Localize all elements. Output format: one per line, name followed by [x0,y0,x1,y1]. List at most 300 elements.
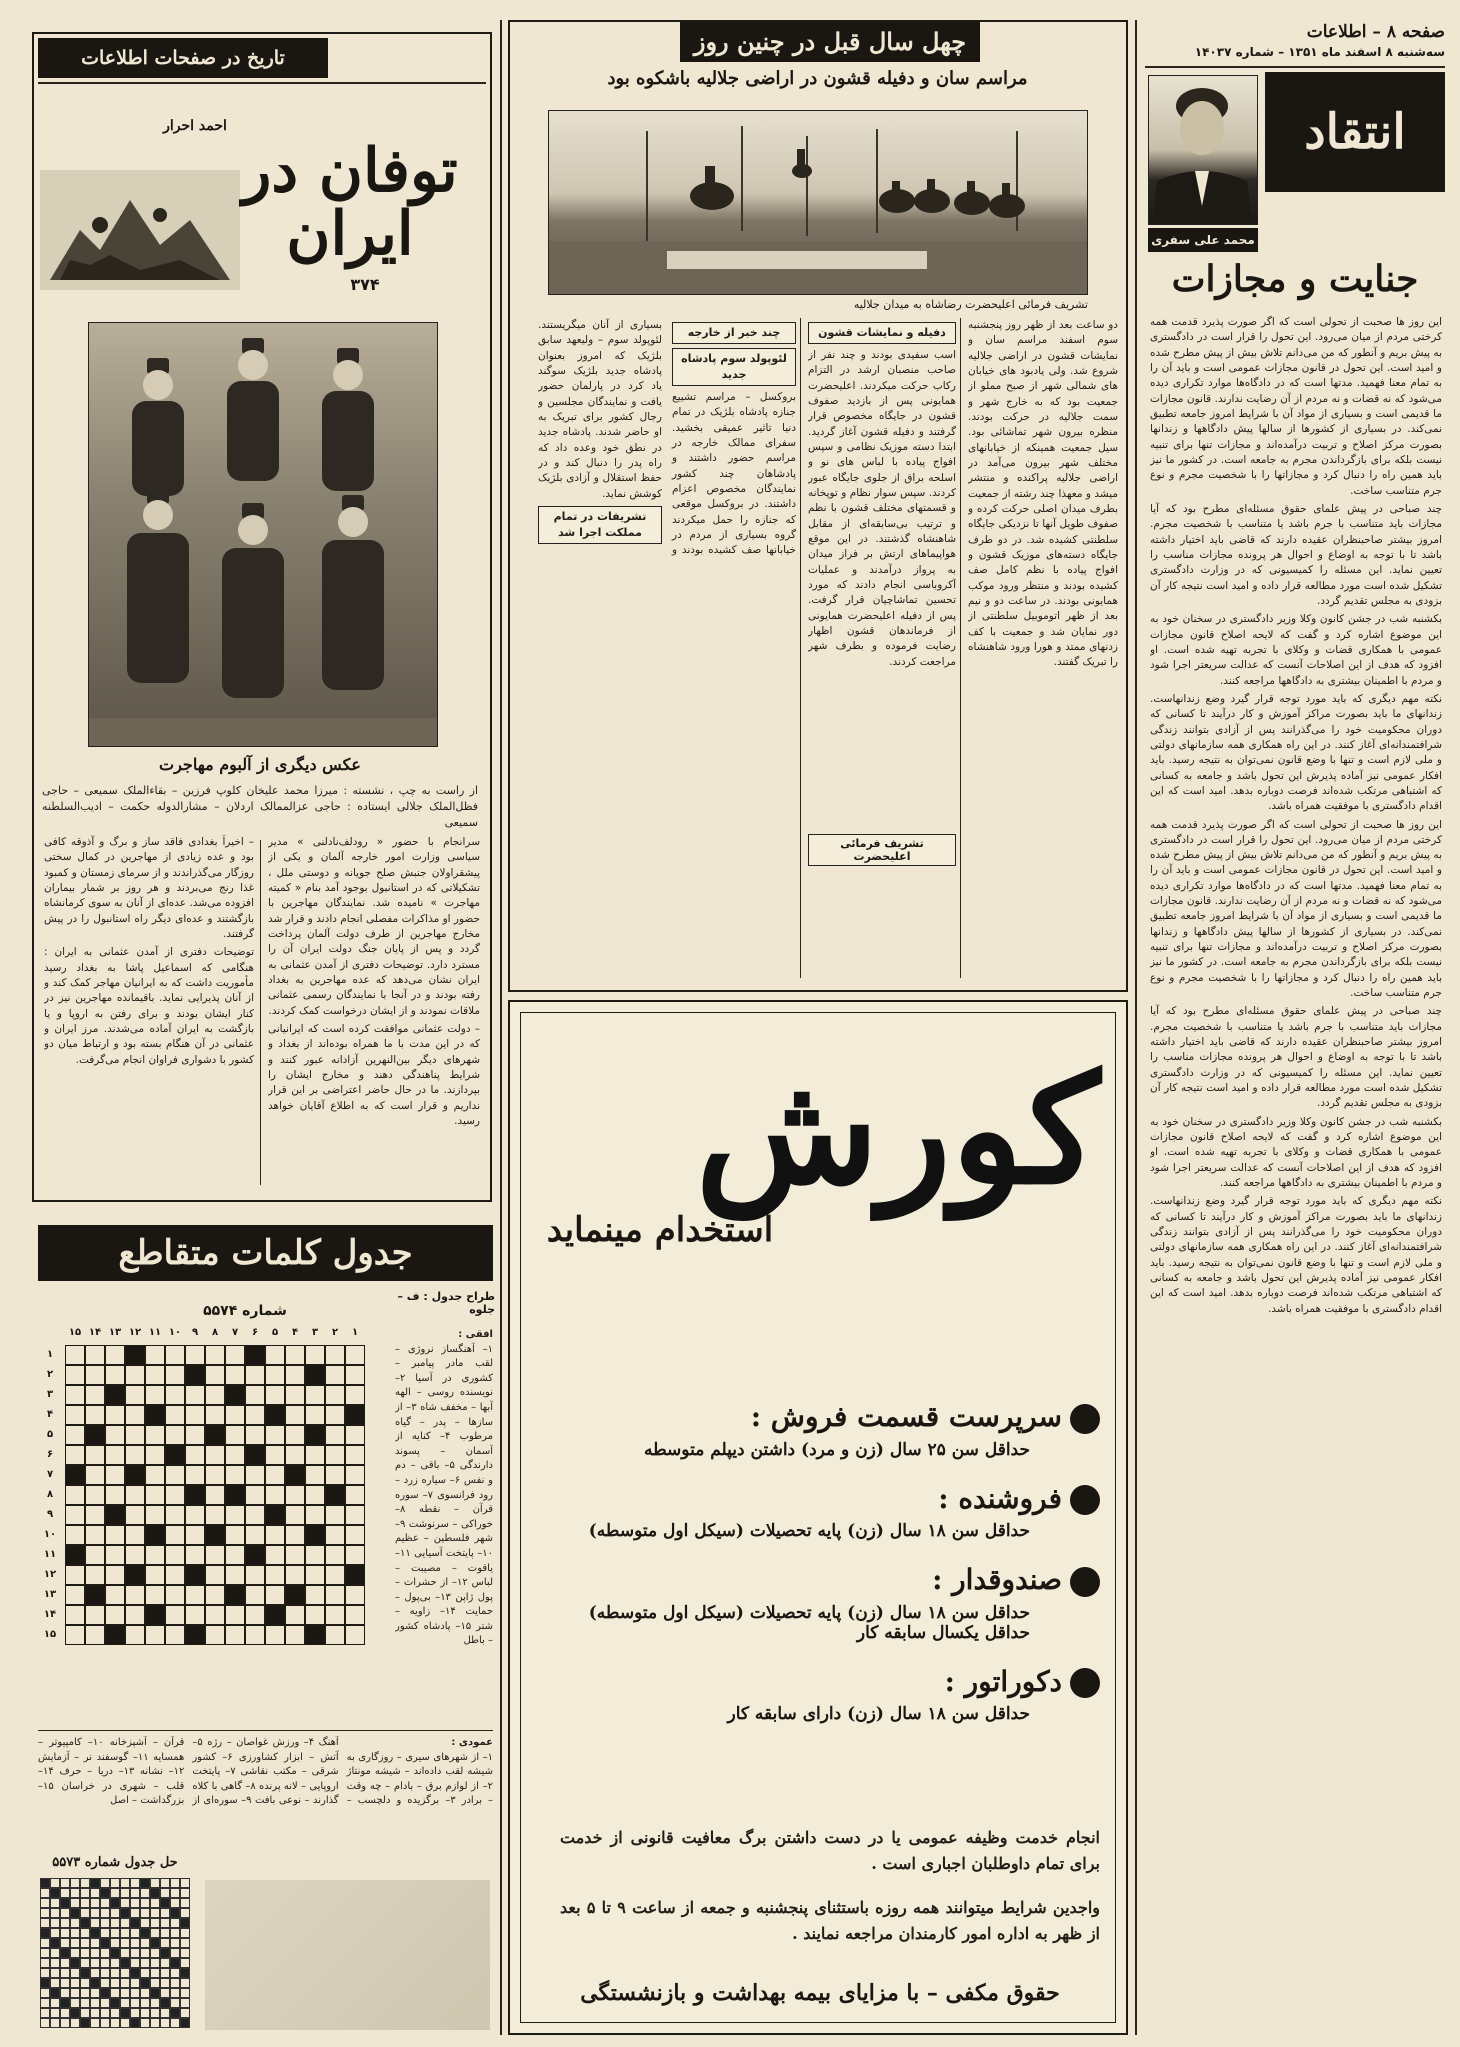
crossword-cell[interactable] [125,1405,145,1425]
crossword-horizontal-clues [395,1328,493,1723]
crossword-row-number: ۷ [46,1469,54,1480]
crossword-cell[interactable] [205,1625,225,1645]
crossword-cell[interactable] [185,1605,205,1625]
crossword-cell[interactable] [285,1385,305,1405]
crossword-cell[interactable] [305,1605,325,1625]
ad-position [540,1563,1100,1643]
ad-position-title [540,1665,1100,1699]
crossword-cell[interactable] [125,1605,145,1625]
crossword-cell[interactable] [225,1545,245,1565]
crossword-cell[interactable] [205,1565,225,1585]
crossword-cell[interactable] [265,1465,285,1485]
crossword-cell[interactable] [185,1585,205,1605]
crossword-solution-cell [60,1888,70,1898]
crossword-cell [305,1525,325,1545]
crossword-cell[interactable] [245,1625,265,1645]
crossword-cell[interactable] [125,1425,145,1445]
crossword-solution-cell [100,1988,110,1998]
crossword-solution-cell [40,1878,50,1888]
crossword-cell[interactable] [305,1465,325,1485]
crossword-cell[interactable] [165,1425,185,1445]
crossword-cell[interactable] [145,1345,165,1365]
crossword-cell[interactable] [145,1585,165,1605]
crossword-cell[interactable] [105,1485,125,1505]
crossword-cell[interactable] [125,1445,145,1465]
crossword-cell[interactable] [325,1385,345,1405]
crossword-cell[interactable] [265,1485,285,1505]
crossword-cell[interactable] [65,1605,85,1625]
history-photo-figures [88,323,437,747]
crossword-cell[interactable] [325,1345,345,1365]
crossword-cell[interactable] [125,1385,145,1405]
crossword-solution-cell [120,1968,130,1978]
crossword-solution-cell [170,1918,180,1928]
crossword-cell[interactable] [85,1525,105,1545]
crossword-cell[interactable] [265,1545,285,1565]
crossword-cell[interactable] [85,1465,105,1485]
crossword-cell[interactable] [105,1545,125,1565]
crossword-cell[interactable] [345,1625,365,1645]
crossword-solution-cell [50,1988,60,1998]
crossword-cell[interactable] [245,1425,265,1445]
crossword-cell[interactable] [265,1425,285,1445]
crossword-cell[interactable] [165,1525,185,1545]
crossword-cell[interactable] [85,1365,105,1385]
forty-years-subhead-5: تشریف فرمائی اعلیحضرت [808,834,956,866]
crossword-cell[interactable] [265,1565,285,1585]
crossword-cell[interactable] [165,1465,185,1485]
crossword-cell[interactable] [165,1505,185,1525]
crossword-solution-cell [60,1928,70,1938]
crossword-cell[interactable] [305,1405,325,1425]
crossword-cell[interactable] [265,1385,285,1405]
crossword-cell [345,1405,365,1425]
crossword-solution-cell [70,1978,80,1988]
history-photo-caption: از راست به چپ ، نشسته : میرزا محمد علیخان کلوپ فرزین – بقاءالملک سمیعی – حاجی فظل‌الملک جلالی ایستاده : حاجی عزالممالک اردلان – مشارالدوله حکمت – ادیب‌السلطنه سمیعی [42,784,478,829]
crossword-solution-cell [50,1888,60,1898]
crossword-solution-cell [60,2018,70,2028]
crossword-row-number: ۱۱ [43,1549,57,1560]
crossword-cell[interactable] [145,1565,165,1585]
crossword-cell[interactable] [245,1385,265,1405]
forty-years-title-text: چهل سال قبل در چنین روز [693,27,967,56]
crossword-cell[interactable] [185,1465,205,1485]
crossword-cell[interactable] [305,1565,325,1585]
crossword-cell[interactable] [145,1465,165,1485]
crossword-cell[interactable] [125,1485,145,1505]
crossword-cell[interactable] [285,1505,305,1525]
crossword-cell[interactable] [325,1365,345,1385]
crossword-cell[interactable] [245,1565,265,1585]
crossword-solution-cell [50,1898,60,1908]
crossword-col-number: ۸ [211,1327,219,1338]
crossword-cell[interactable] [85,1345,105,1365]
crossword-cell[interactable] [205,1545,225,1565]
crossword-solution-cell [160,1948,170,1958]
crossword-cell[interactable] [65,1585,85,1605]
crossword-cell[interactable] [225,1465,245,1485]
crossword-col-number: ۱۲ [128,1327,142,1338]
crossword-cell [225,1585,245,1605]
crossword-cell[interactable] [345,1505,365,1525]
crossword-cell[interactable] [145,1385,165,1405]
crossword-cell[interactable] [185,1425,205,1445]
crossword-solution-cell [150,1878,160,1888]
crossword-cell[interactable] [85,1565,105,1585]
crossword-cell[interactable] [325,1605,345,1625]
crossword-cell[interactable] [305,1505,325,1525]
crossword-solution-cell [170,1878,180,1888]
crossword-cell[interactable] [285,1605,305,1625]
crossword-cell[interactable] [245,1505,265,1525]
crossword-solution-cell [160,1898,170,1908]
crossword-cell[interactable] [205,1405,225,1425]
crossword-cell[interactable] [265,1585,285,1605]
crossword-cell[interactable] [225,1405,245,1425]
crossword-solution-cell [150,2008,160,2018]
forty-years-subhead-4: تشریفات در تمام مملکت اجرا شد [538,506,662,544]
crossword-cell[interactable] [185,1385,205,1405]
crossword-cell[interactable] [225,1605,245,1625]
crossword-solution-cell [70,1968,80,1978]
crossword-solution-cell [140,1908,150,1918]
crossword-cell[interactable] [185,1525,205,1545]
crossword-solution-cell [160,1978,170,1988]
crossword-cell[interactable] [225,1345,245,1365]
crossword-cell[interactable] [285,1405,305,1425]
crossword-cell[interactable] [285,1365,305,1385]
crossword-cell [185,1485,205,1505]
ad-note-1: انجام خدمت وظیفه عمومی یا در دست داشتن برگ معافیت قانونی از خدمت برای تمام داوطلبان اجباری است . [560,1828,1100,1873]
crossword-cell[interactable] [125,1625,145,1645]
history-header [38,38,328,78]
crossword-cell [125,1345,145,1365]
crossword-col-number: ۷ [231,1327,239,1338]
crossword-cell[interactable] [165,1585,185,1605]
ad-position-title [540,1400,1100,1434]
crossword-cell[interactable] [285,1345,305,1365]
crossword-cell[interactable] [325,1585,345,1605]
ad-position-title [540,1563,1100,1597]
crossword-cell [285,1585,305,1605]
crossword-col-number: ۳ [311,1327,319,1338]
crossword-cell[interactable] [185,1405,205,1425]
crossword-cell[interactable] [325,1505,345,1525]
crossword-cell[interactable] [105,1585,125,1605]
crossword-cell[interactable] [165,1405,185,1425]
crossword-cell[interactable] [245,1525,265,1545]
crossword-cell[interactable] [85,1385,105,1405]
crossword-cell[interactable] [185,1505,205,1525]
crossword-solution-cell [170,1988,180,1998]
crossword-solution-cell [140,1878,150,1888]
crossword-cell[interactable] [65,1425,85,1445]
crossword-solution-cell [40,1988,50,1998]
crossword-solution-cell [70,1988,80,1998]
crossword-cell[interactable] [145,1545,165,1565]
crossword-solution-cell [120,1908,130,1918]
editorial-logo [1265,72,1445,192]
forty-years-col-2-text: اسب سفیدی بودند و چند نفر از صاحب منصبان ارشد در التزام رکاب حرکت میکردند. اعلیحضرت همایونی پس از بازدید صفوف قشون در جایگاه مخصوص قرار گرفتند و دفیله قشون آغاز گردید. ابتدا دسته موزیک نظامی و سپس افواج پیاده با لباس های نو و اسلحه براق از جلوی جایگاه عبور کردند. سپس سوار نظام و توپخانه و قسمتهای مختلف قشون با نظم و ترتیب بی‌سابقه‌ای از مقابل شاهنشاه گذشتند. در این موقع هواپیماهای ارتش بر فراز میدان به پرواز درآمدند و عملیات آکروباسی انجام دادند که مورد تحسین تماشاچیان قرار گرفت. پس از دفیله اعلیحضرت همایونی از فرماندهان قشون اظهار رضایت فرموده و بطرف شهر مراجعت کردند. [808,349,956,668]
editorial-logo-text: انتقاد [1304,104,1406,160]
crossword-cell[interactable] [285,1565,305,1585]
crossword-cell[interactable] [225,1365,245,1385]
crossword-cell[interactable] [85,1605,105,1625]
crossword-cell[interactable] [165,1365,185,1385]
crossword-solution-cell [130,2018,140,2028]
crossword-cell[interactable] [285,1485,305,1505]
crossword-cell[interactable] [325,1445,345,1465]
crossword-solution-cell [60,1948,70,1958]
crossword-cell[interactable] [345,1445,365,1465]
crossword-cell[interactable] [285,1525,305,1545]
crossword-cell[interactable] [125,1525,145,1545]
crossword-solution-cell [170,1938,180,1948]
crossword-cell [105,1385,125,1405]
crossword-cell[interactable] [65,1365,85,1385]
crossword-cell[interactable] [325,1565,345,1585]
crossword-solution-cell [140,1948,150,1958]
crossword-cell[interactable] [105,1445,125,1465]
editorial-body-1b: این روز ها صحبت از تحولی است که اگر صورت پذیرد قدمت همه کرختی مردم از میان می‌رود. این تحول را قرار است در دادگستری به پیش بریم و آنطور که من می‌دانم تلاش بیش از پیش مطرح شده و امید است. این تحول در قانون مجازات عمومی است و باید آن را به تمام معنا فهمید. مدتها است که در دادگاه‌ها موارد تکراری دیده می‌شود که نه قضات و نه مردم از آن رضایت ندارند. قانون مجازات ما قدیمی است و بسیاری از مواد آن با شرایط امروز جامعه تطبیق نمی‌کند. در بسیاری از کشورها از سالها پیش دادگاهها و زندانها بصورت مرکز اصلاح و تربیت درآمده‌اند و مجازات تنها برای تنبیه نیست بلکه برای بازگرداندن مجرم به جامعه است. در کشور ما نیز باید همین راه را دنبال کرد و مجازاتها را با شخصیت مجرم و نوع جرم متناسب ساخت. [1150,818,1442,1000]
crossword-cell[interactable] [285,1445,305,1465]
crossword-cell[interactable] [245,1465,265,1485]
crossword-solution-cell [50,1958,60,1968]
crossword-solution-cell [90,1948,100,1958]
crossword-solution-cell [80,1998,90,2008]
history-body-col-left [44,835,254,1190]
forty-years-subhead-2: چند خبر از خارجه [672,322,796,344]
crossword-cell[interactable] [145,1625,165,1645]
crossword-cell[interactable] [325,1405,345,1425]
crossword-cell[interactable] [65,1405,85,1425]
crossword-title [38,1225,493,1281]
crossword-solution-cell [60,2008,70,2018]
crossword-cell[interactable] [65,1565,85,1585]
crossword-designer: طراح جدول : ف – جلوه [397,1290,495,1316]
crossword-solution-cell [70,1958,80,1968]
crossword-cell[interactable] [165,1485,185,1505]
crossword-cell[interactable] [325,1425,345,1445]
crossword-solution-cell [100,1888,110,1898]
crossword-cell[interactable] [285,1545,305,1565]
masthead-page: صفحه ۸ – اطلاعات [1306,22,1445,42]
crossword-cell[interactable] [225,1625,245,1645]
crossword-cell [125,1565,145,1585]
crossword-cell[interactable] [165,1545,185,1565]
crossword-cell[interactable] [205,1465,225,1485]
crossword-cell[interactable] [265,1345,285,1365]
crossword-solution-cell [170,1948,180,1958]
crossword-cell[interactable] [245,1485,265,1505]
crossword-cell[interactable] [165,1605,185,1625]
crossword-cell[interactable] [205,1485,225,1505]
crossword-solution-cell [140,1958,150,1968]
crossword-solution-cell [70,1938,80,1948]
crossword-cell[interactable] [265,1525,285,1545]
crossword-cell[interactable] [345,1585,365,1605]
crossword-cell[interactable] [305,1585,325,1605]
crossword-cell[interactable] [345,1345,365,1365]
crossword-solution-cell [130,1918,140,1928]
crossword-solution-cell [40,2018,50,2028]
crossword-cell[interactable] [85,1405,105,1425]
crossword-cell[interactable] [105,1605,125,1625]
crossword-solution-cell [150,1988,160,1998]
crossword-solution-cell [120,1878,130,1888]
bullet-icon [1070,1404,1100,1434]
crossword-solution-cell [160,1918,170,1928]
crossword-cell[interactable] [205,1585,225,1605]
crossword-cell[interactable] [265,1625,285,1645]
crossword-cell[interactable] [205,1345,225,1365]
crossword-solution-cell [90,2008,100,2018]
crossword-solution-cell [100,1978,110,1988]
crossword-col-number: ۱۳ [108,1327,122,1338]
crossword-cell[interactable] [65,1625,85,1645]
crossword-cell[interactable] [185,1445,205,1465]
crossword-cell[interactable] [85,1625,105,1645]
crossword-cell[interactable] [145,1425,165,1445]
crossword-cell [165,1445,185,1465]
crossword-cell[interactable] [345,1605,365,1625]
crossword-cell [145,1405,165,1425]
crossword-cell[interactable] [225,1505,245,1525]
crossword-solution-cell [90,1958,100,1968]
crossword-cell [265,1505,285,1525]
crossword-cell[interactable] [345,1525,365,1545]
crossword-cell[interactable] [65,1505,85,1525]
crossword-cell[interactable] [145,1485,165,1505]
ad-position [540,1665,1100,1725]
crossword-solution-cell [180,1938,190,1948]
crossword-cell[interactable] [245,1605,265,1625]
crossword-cell[interactable] [205,1365,225,1385]
crossword-solution-cell [40,1908,50,1918]
crossword-cell[interactable] [185,1545,205,1565]
crossword-cell[interactable] [245,1405,265,1425]
crossword-solution-cell [150,1898,160,1908]
crossword-cell[interactable] [225,1445,245,1465]
crossword-cell[interactable] [105,1405,125,1425]
crossword-solution-cell [70,1918,80,1928]
crossword-cell[interactable] [345,1545,365,1565]
crossword-cell[interactable] [305,1445,325,1465]
crossword-cell[interactable] [105,1565,125,1585]
crossword-cell[interactable] [125,1505,145,1525]
history-illustration [40,170,240,290]
crossword-cell[interactable] [125,1365,145,1385]
crossword-cell[interactable] [205,1605,225,1625]
crossword-cell[interactable] [185,1345,205,1365]
crossword-cell[interactable] [265,1365,285,1385]
crossword-solution-cell [140,1988,150,1998]
crossword-cell[interactable] [65,1345,85,1365]
editorial-body-1: این روز ها صحبت از تحولی است که اگر صورت پذیرد قدمت همه کرختی مردم از میان می‌رود. این تحول را قرار است در دادگستری به پیش بریم و آنطور که من می‌دانم تلاش بیش از پیش مطرح شده و امید است. این تحول در قانون مجازات عمومی است و باید آن را به تمام معنا فهمید. مدتها است که در دادگاه‌ها موارد تکراری دیده می‌شود که نه قضات و نه مردم از آن رضایت ندارند. قانون مجازات ما قدیمی است و بسیاری از مواد آن با شرایط امروز جامعه تطبیق نمی‌کند. در بسیاری از کشورها از سالها پیش دادگاهها و زندانها بصورت مرکز اصلاح و تربیت درآمده‌اند و مجازات تنها برای تنبیه نیست بلکه برای بازگرداندن مجرم به جامعه است. در کشور ما نیز باید همین راه را دنبال کرد و مجازاتها را با شخصیت مجرم و نوع جرم متناسب ساخت. [1150,316,1442,497]
crossword-cell[interactable] [345,1465,365,1485]
crossword-col-number: ۴ [291,1327,299,1338]
crossword-cell[interactable] [245,1585,265,1605]
crossword-cell[interactable] [145,1365,165,1385]
crossword-cell[interactable] [65,1485,85,1505]
crossword-solution-cell [130,1928,140,1938]
history-author: احمد احرار [163,118,227,134]
crossword-cell[interactable] [345,1365,365,1385]
crossword-cell[interactable] [125,1585,145,1605]
crossword-cell[interactable] [105,1345,125,1365]
crossword-cell[interactable] [225,1425,245,1445]
crossword-cell[interactable] [285,1625,305,1645]
crossword-cell[interactable] [305,1485,325,1505]
crossword-cell[interactable] [145,1505,165,1525]
crossword-cell[interactable] [85,1505,105,1525]
crossword-cell[interactable] [105,1425,125,1445]
crossword-cell[interactable] [205,1505,225,1525]
crossword-cell[interactable] [125,1545,145,1565]
crossword-cell[interactable] [325,1465,345,1485]
crossword-solution-cell [120,1888,130,1898]
crossword-cell[interactable] [265,1445,285,1465]
crossword-cell[interactable] [65,1385,85,1405]
crossword-cell[interactable] [325,1625,345,1645]
crossword-cell[interactable] [305,1545,325,1565]
crossword-cell[interactable] [85,1545,105,1565]
crossword-solution-cell [60,1988,70,1998]
crossword-cell[interactable] [105,1365,125,1385]
forty-years-subhead-1: دفیله و نمایشات قشون [808,322,956,344]
crossword-solution-cell [100,1998,110,2008]
crossword-solution-cell [120,1978,130,1988]
crossword-solution-cell [60,1898,70,1908]
crossword-solution-cell [90,1898,100,1908]
crossword-cell[interactable] [105,1465,125,1485]
crossword-solution-cell [140,1938,150,1948]
crossword-cell[interactable] [205,1445,225,1465]
crossword-cell[interactable] [85,1485,105,1505]
crossword-cell[interactable] [165,1345,185,1365]
crossword-cell[interactable] [105,1525,125,1545]
crossword-cell[interactable] [245,1365,265,1385]
crossword-cell[interactable] [325,1525,345,1545]
crossword-cell[interactable] [225,1565,245,1585]
crossword-solution-cell [170,1958,180,1968]
crossword-cell[interactable] [65,1445,85,1465]
crossword-cell[interactable] [325,1545,345,1565]
crossword-cell[interactable] [345,1425,365,1445]
crossword-solution-cell [170,1908,180,1918]
crossword-cell[interactable] [305,1345,325,1365]
crossword-cell[interactable] [305,1385,325,1405]
crossword-solution-cell [60,1908,70,1918]
crossword-cell[interactable] [345,1385,365,1405]
crossword-cell[interactable] [85,1445,105,1465]
forty-years-photo-caption: تشریف فرمائی اعلیحضرت رضاشاه به میدان جلالیه [853,298,1088,311]
crossword-cell[interactable] [145,1445,165,1465]
crossword-cell[interactable] [345,1485,365,1505]
crossword-cell[interactable] [225,1525,245,1545]
forty-years-photo [548,110,1088,295]
crossword-cell[interactable] [165,1385,185,1405]
crossword-solution-cell [80,2018,90,2028]
crossword-cell[interactable] [205,1385,225,1405]
crossword-cell[interactable] [65,1525,85,1545]
history-body-2: – دولت عثمانی موافقت کرده است که ایرانیانی که در این مدت با ما همراه بوده‌اند از بغداد و شهرهای دیگر بین‌النهرین آزادانه عبور کنند و شرایط پناهندگی دهند و مخارج ایشان را بپردازند. ما در حال حاضر اعتراضی بر این قرار نداریم و قرار است که به اطلاع آقایان خواهد رسید. [268,1022,480,1127]
crossword-cell[interactable] [165,1625,185,1645]
crossword-solution-cell [70,1908,80,1918]
crossword-cell[interactable] [165,1565,185,1585]
crossword-cell [325,1485,345,1505]
crossword-cell[interactable] [285,1425,305,1445]
